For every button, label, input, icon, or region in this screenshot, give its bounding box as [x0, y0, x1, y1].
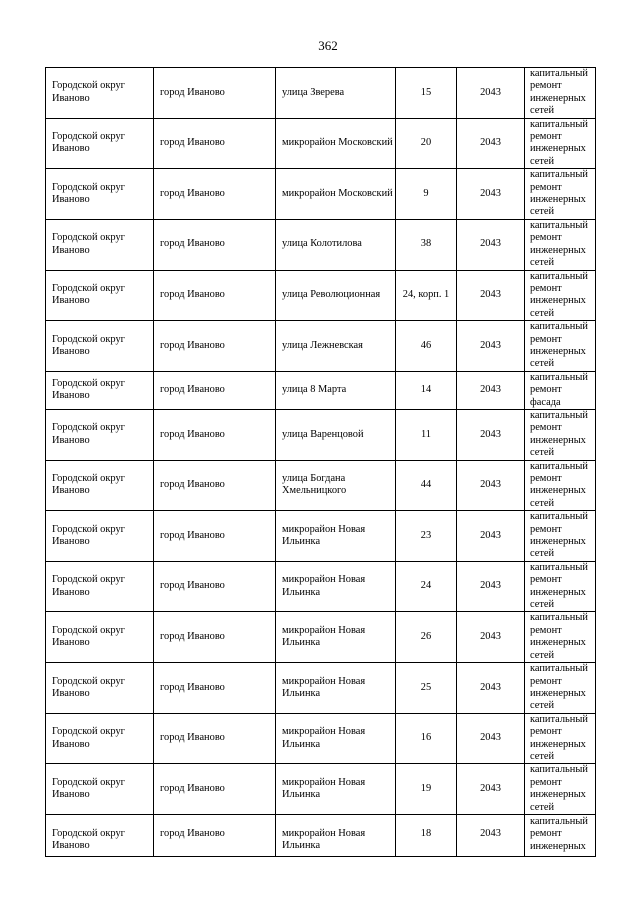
year-cell: 2043 [457, 219, 525, 270]
year-cell: 2043 [457, 561, 525, 612]
house-cell: 24 [396, 561, 457, 612]
district-cell: Городской округ Иваново [46, 460, 154, 511]
city-cell: город Иваново [154, 764, 276, 815]
work-type-cell: капитальный ремонт инженерных сетей [525, 561, 596, 612]
city-cell: город Иваново [154, 68, 276, 119]
district-cell: Городской округ Иваново [46, 561, 154, 612]
district-cell: Городской округ Иваново [46, 764, 154, 815]
year-cell: 2043 [457, 169, 525, 220]
table-row [46, 511, 596, 562]
table-row [46, 321, 596, 372]
work-type-cell: капитальный ремонт инженерных сетей [525, 511, 596, 562]
table-row [46, 118, 596, 169]
district-cell: Городской округ Иваново [46, 409, 154, 460]
house-cell: 9 [396, 169, 457, 220]
district-cell: Городской округ Иваново [46, 68, 154, 119]
city-cell: город Иваново [154, 814, 276, 856]
house-cell: 19 [396, 764, 457, 815]
table-row [46, 371, 596, 409]
year-cell: 2043 [457, 612, 525, 663]
work-type-cell: капитальный ремонт инженерных сетей [525, 118, 596, 169]
table-row [46, 68, 596, 119]
house-cell: 15 [396, 68, 457, 119]
work-type-cell: капитальный ремонт инженерных сетей [525, 169, 596, 220]
street-cell: улица Богдана Хмельницкого [276, 460, 396, 511]
table-row [46, 764, 596, 815]
house-cell: 14 [396, 371, 457, 409]
street-cell: улица 8 Марта [276, 371, 396, 409]
house-cell: 46 [396, 321, 457, 372]
table-row [46, 270, 596, 321]
year-cell: 2043 [457, 814, 525, 856]
page-number: 362 [318, 38, 338, 53]
district-cell: Городской округ Иваново [46, 713, 154, 764]
street-cell: микрорайон Московский [276, 169, 396, 220]
district-cell: Городской округ Иваново [46, 219, 154, 270]
city-cell: город Иваново [154, 663, 276, 714]
district-cell: Городской округ Иваново [46, 371, 154, 409]
table-row [46, 460, 596, 511]
year-cell: 2043 [457, 68, 525, 119]
house-cell: 23 [396, 511, 457, 562]
city-cell: город Иваново [154, 270, 276, 321]
table-row [46, 713, 596, 764]
work-type-cell: капитальный ремонт инженерных сетей [525, 409, 596, 460]
work-type-cell: капитальный ремонт инженерных сетей [525, 219, 596, 270]
street-cell: улица Зверева [276, 68, 396, 119]
street-cell: улица Варенцовой [276, 409, 396, 460]
year-cell: 2043 [457, 118, 525, 169]
street-cell: микрорайон Новая Ильинка [276, 713, 396, 764]
street-cell: микрорайон Новая Ильинка [276, 511, 396, 562]
house-cell: 18 [396, 814, 457, 856]
house-cell: 25 [396, 663, 457, 714]
year-cell: 2043 [457, 409, 525, 460]
table-row [46, 814, 596, 856]
city-cell: город Иваново [154, 118, 276, 169]
table-row [46, 663, 596, 714]
work-type-cell: капитальный ремонт инженерных сетей [525, 612, 596, 663]
street-cell: улица Революционная [276, 270, 396, 321]
district-cell: Городской округ Иваново [46, 118, 154, 169]
house-cell: 44 [396, 460, 457, 511]
year-cell: 2043 [457, 270, 525, 321]
house-cell: 20 [396, 118, 457, 169]
street-cell: микрорайон Московский [276, 118, 396, 169]
work-type-cell: капитальный ремонт фасада [525, 371, 596, 409]
year-cell: 2043 [457, 460, 525, 511]
street-cell: микрорайон Новая Ильинка [276, 612, 396, 663]
house-cell: 16 [396, 713, 457, 764]
work-type-cell: капитальный ремонт инженерных [525, 814, 596, 856]
street-cell: микрорайон Новая Ильинка [276, 663, 396, 714]
house-cell: 11 [396, 409, 457, 460]
street-cell: улица Колотилова [276, 219, 396, 270]
street-cell: микрорайон Новая Ильинка [276, 814, 396, 856]
street-cell: улица Лежневская [276, 321, 396, 372]
work-type-cell: капитальный ремонт инженерных сетей [525, 321, 596, 372]
city-cell: город Иваново [154, 713, 276, 764]
work-type-cell: капитальный ремонт инженерных сетей [525, 270, 596, 321]
street-cell: микрорайон Новая Ильинка [276, 561, 396, 612]
city-cell: город Иваново [154, 371, 276, 409]
work-type-cell: капитальный ремонт инженерных сетей [525, 68, 596, 119]
table-row [46, 169, 596, 220]
street-cell: микрорайон Новая Ильинка [276, 764, 396, 815]
district-cell: Городской округ Иваново [46, 612, 154, 663]
year-cell: 2043 [457, 713, 525, 764]
year-cell: 2043 [457, 511, 525, 562]
district-cell: Городской округ Иваново [46, 321, 154, 372]
house-cell: 26 [396, 612, 457, 663]
year-cell: 2043 [457, 321, 525, 372]
work-type-cell: капитальный ремонт инженерных сетей [525, 663, 596, 714]
work-type-cell: капитальный ремонт инженерных сетей [525, 713, 596, 764]
district-cell: Городской округ Иваново [46, 511, 154, 562]
city-cell: город Иваново [154, 169, 276, 220]
repair-schedule-table [45, 67, 596, 857]
table-row [46, 561, 596, 612]
city-cell: город Иваново [154, 612, 276, 663]
city-cell: город Иваново [154, 409, 276, 460]
house-cell: 38 [396, 219, 457, 270]
district-cell: Городской округ Иваново [46, 169, 154, 220]
table-row [46, 612, 596, 663]
work-type-cell: капитальный ремонт инженерных сетей [525, 460, 596, 511]
year-cell: 2043 [457, 663, 525, 714]
district-cell: Городской округ Иваново [46, 663, 154, 714]
city-cell: город Иваново [154, 219, 276, 270]
city-cell: город Иваново [154, 511, 276, 562]
district-cell: Городской округ Иваново [46, 270, 154, 321]
city-cell: город Иваново [154, 460, 276, 511]
house-cell: 24, корп. 1 [396, 270, 457, 321]
table-row [46, 219, 596, 270]
city-cell: город Иваново [154, 321, 276, 372]
city-cell: город Иваново [154, 561, 276, 612]
district-cell: Городской округ Иваново [46, 814, 154, 856]
year-cell: 2043 [457, 371, 525, 409]
year-cell: 2043 [457, 764, 525, 815]
work-type-cell: капитальный ремонт инженерных сетей [525, 764, 596, 815]
table-row [46, 409, 596, 460]
